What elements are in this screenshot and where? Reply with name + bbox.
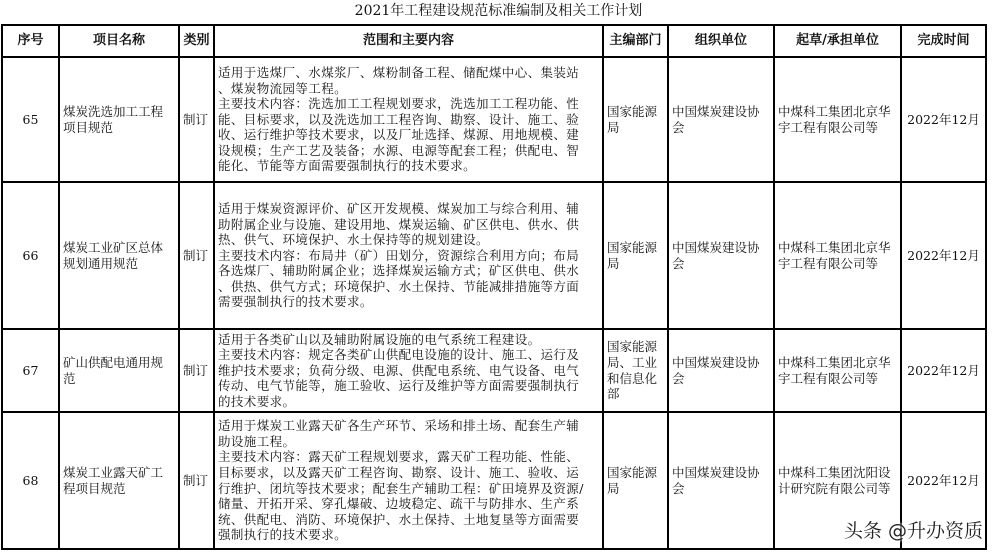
table-row: [2, 329, 986, 412]
scope-content: [214, 412, 603, 549]
scope-content: [214, 57, 603, 182]
lead-department: 国家能源局: [603, 182, 668, 329]
drafting-unit: 中煤科工集团北京华宇工程有限公司等: [774, 57, 901, 182]
completion-time: 2022年12月: [901, 182, 986, 329]
header-dept: 主编部门: [603, 25, 668, 57]
content-line: 主要技术内容：露天矿工程规划要求，露天矿工程功能、性能、: [218, 449, 580, 465]
watermark: 头条 @升办资质: [843, 520, 983, 542]
header-org: 组织单位: [668, 25, 774, 57]
drafting-unit: 中煤科工集团北京华宇工程有限公司等: [774, 182, 901, 329]
content-line: 强制执行的技术要求。: [218, 527, 348, 543]
header-content: 范围和主要内容: [214, 25, 603, 57]
table-row: [2, 182, 986, 329]
content-line: 适用于煤炭资源评价、矿区开发规模、煤炭加工与综合利用、辅: [218, 200, 580, 216]
drafting-unit: 中煤科工集团北京华宇工程有限公司等: [774, 329, 901, 412]
content-line: 热、供气、环境保护、水土保持等的规划建设。: [218, 232, 489, 248]
content-line: 维护技术要求；负荷分级、电源、供配电系统、电气设备、电气: [218, 362, 580, 378]
completion-time: 2022年12月: [901, 412, 986, 549]
content-line: 传动、电气节能等，施工验收、运行及维护等方面需要强制执行: [218, 378, 580, 394]
content-line: 、供热、供气方式；环境保护、水土保持、节能减排措施等方面: [218, 278, 580, 294]
lead-department: 国家能源局、工业和信息化部: [603, 329, 668, 412]
content-line: 主要技术内容：布局井（矿）田划分，资源综合利用方向；布局: [218, 247, 580, 263]
content-line: 统、供配电、消防、环境保护、水土保持、土地复垦等方面需要: [218, 511, 580, 527]
project-name: 矿山供配电通用规范: [59, 329, 179, 412]
header-type: 类别: [179, 25, 214, 57]
header-no: 序号: [2, 25, 59, 57]
lead-department: 国家能源局: [603, 412, 668, 549]
content-line: 主要技术内容：规定各类矿山供配电设施的设计、施工、运行及: [218, 347, 580, 363]
content-line: 目标要求，以及露天矿工程咨询、勘察、设计、施工、验收、运: [218, 464, 580, 480]
content-line: 能化、节能等方面需要强制执行的技术要求。: [218, 158, 477, 174]
category: 制订: [179, 412, 214, 549]
content-line: 主要技术内容：洗选加工工程规划要求，洗选加工工程功能、性: [218, 96, 580, 112]
content-line: 各选煤厂、辅助附属企业；选择煤炭运输方式；矿区供电、供水: [218, 263, 580, 279]
content-line: 助附属企业与设施、建设用地、煤炭运输、矿区供电、供水、供: [218, 216, 580, 232]
content-line: 设规模；生产工艺及装备；水源、电源等配套工程；供配电、智: [218, 142, 580, 158]
organizing-unit: 中国煤炭建设协会: [668, 182, 774, 329]
category: 制订: [179, 57, 214, 182]
project-name: 煤炭洗选加工工程项目规范: [59, 57, 179, 182]
organizing-unit: 中国煤炭建设协会: [668, 412, 774, 549]
content-line: 需要强制执行的技术要求。: [218, 294, 373, 310]
content-line: 收、运行维护等技术要求，以及厂址选择、煤源、用地规模、建: [218, 127, 580, 143]
table-row: [2, 412, 986, 549]
content-line: 、煤炭物流园等工程。: [218, 80, 348, 96]
table-row: [2, 57, 986, 182]
completion-time: 2022年12月: [901, 57, 986, 182]
category: 制订: [179, 182, 214, 329]
content-line: 适用于选煤厂、水煤浆厂、煤粉制备工程、储配煤中心、集装站: [218, 64, 580, 80]
category: 制订: [179, 329, 214, 412]
organizing-unit: 中国煤炭建设协会: [668, 57, 774, 182]
row-number: 65: [2, 57, 59, 182]
header-name: 项目名称: [59, 25, 179, 57]
scope-content: [214, 182, 603, 329]
drafting-unit: 中煤科工集团沈阳设计研究院有限公司等: [774, 412, 901, 549]
content-line: 的技术要求。: [218, 393, 296, 409]
plan-table: [1, 24, 987, 550]
content-line: 储量、开拓开采、穿孔爆破、边坡稳定、疏干与防排水、生产系: [218, 496, 580, 512]
row-number: 67: [2, 329, 59, 412]
row-number: 68: [2, 412, 59, 549]
header-due: 完成时间: [901, 25, 986, 57]
project-name: 煤炭工业露天矿工程项目规范: [59, 412, 179, 549]
content-line: 适用于煤炭工业露天矿各生产环节、采场和排土场、配套生产辅: [218, 418, 580, 434]
header-row: [2, 25, 986, 57]
lead-department: 国家能源局: [603, 57, 668, 182]
header-drafter: 起草/承担单位: [774, 25, 901, 57]
content-line: 助设施工程。: [218, 433, 296, 449]
document-title: 2021年工程建设规范标准编制及相关工作计划: [354, 3, 643, 19]
content-line: 行维护、闭坑等技术要求；配套生产辅助工程：矿田境界及资源/: [218, 480, 584, 496]
content-line: 能、目标要求，以及洗选加工工程咨询、勘察、设计、施工、验: [218, 111, 580, 127]
row-number: 66: [2, 182, 59, 329]
completion-time: 2022年12月: [901, 329, 986, 412]
project-name: 煤炭工业矿区总体规划通用规范: [59, 182, 179, 329]
scope-content: [214, 329, 603, 412]
content-line: 适用于各类矿山以及辅助附属设施的电气系统工程建设。: [218, 331, 541, 347]
organizing-unit: 中国煤炭建设协会: [668, 329, 774, 412]
